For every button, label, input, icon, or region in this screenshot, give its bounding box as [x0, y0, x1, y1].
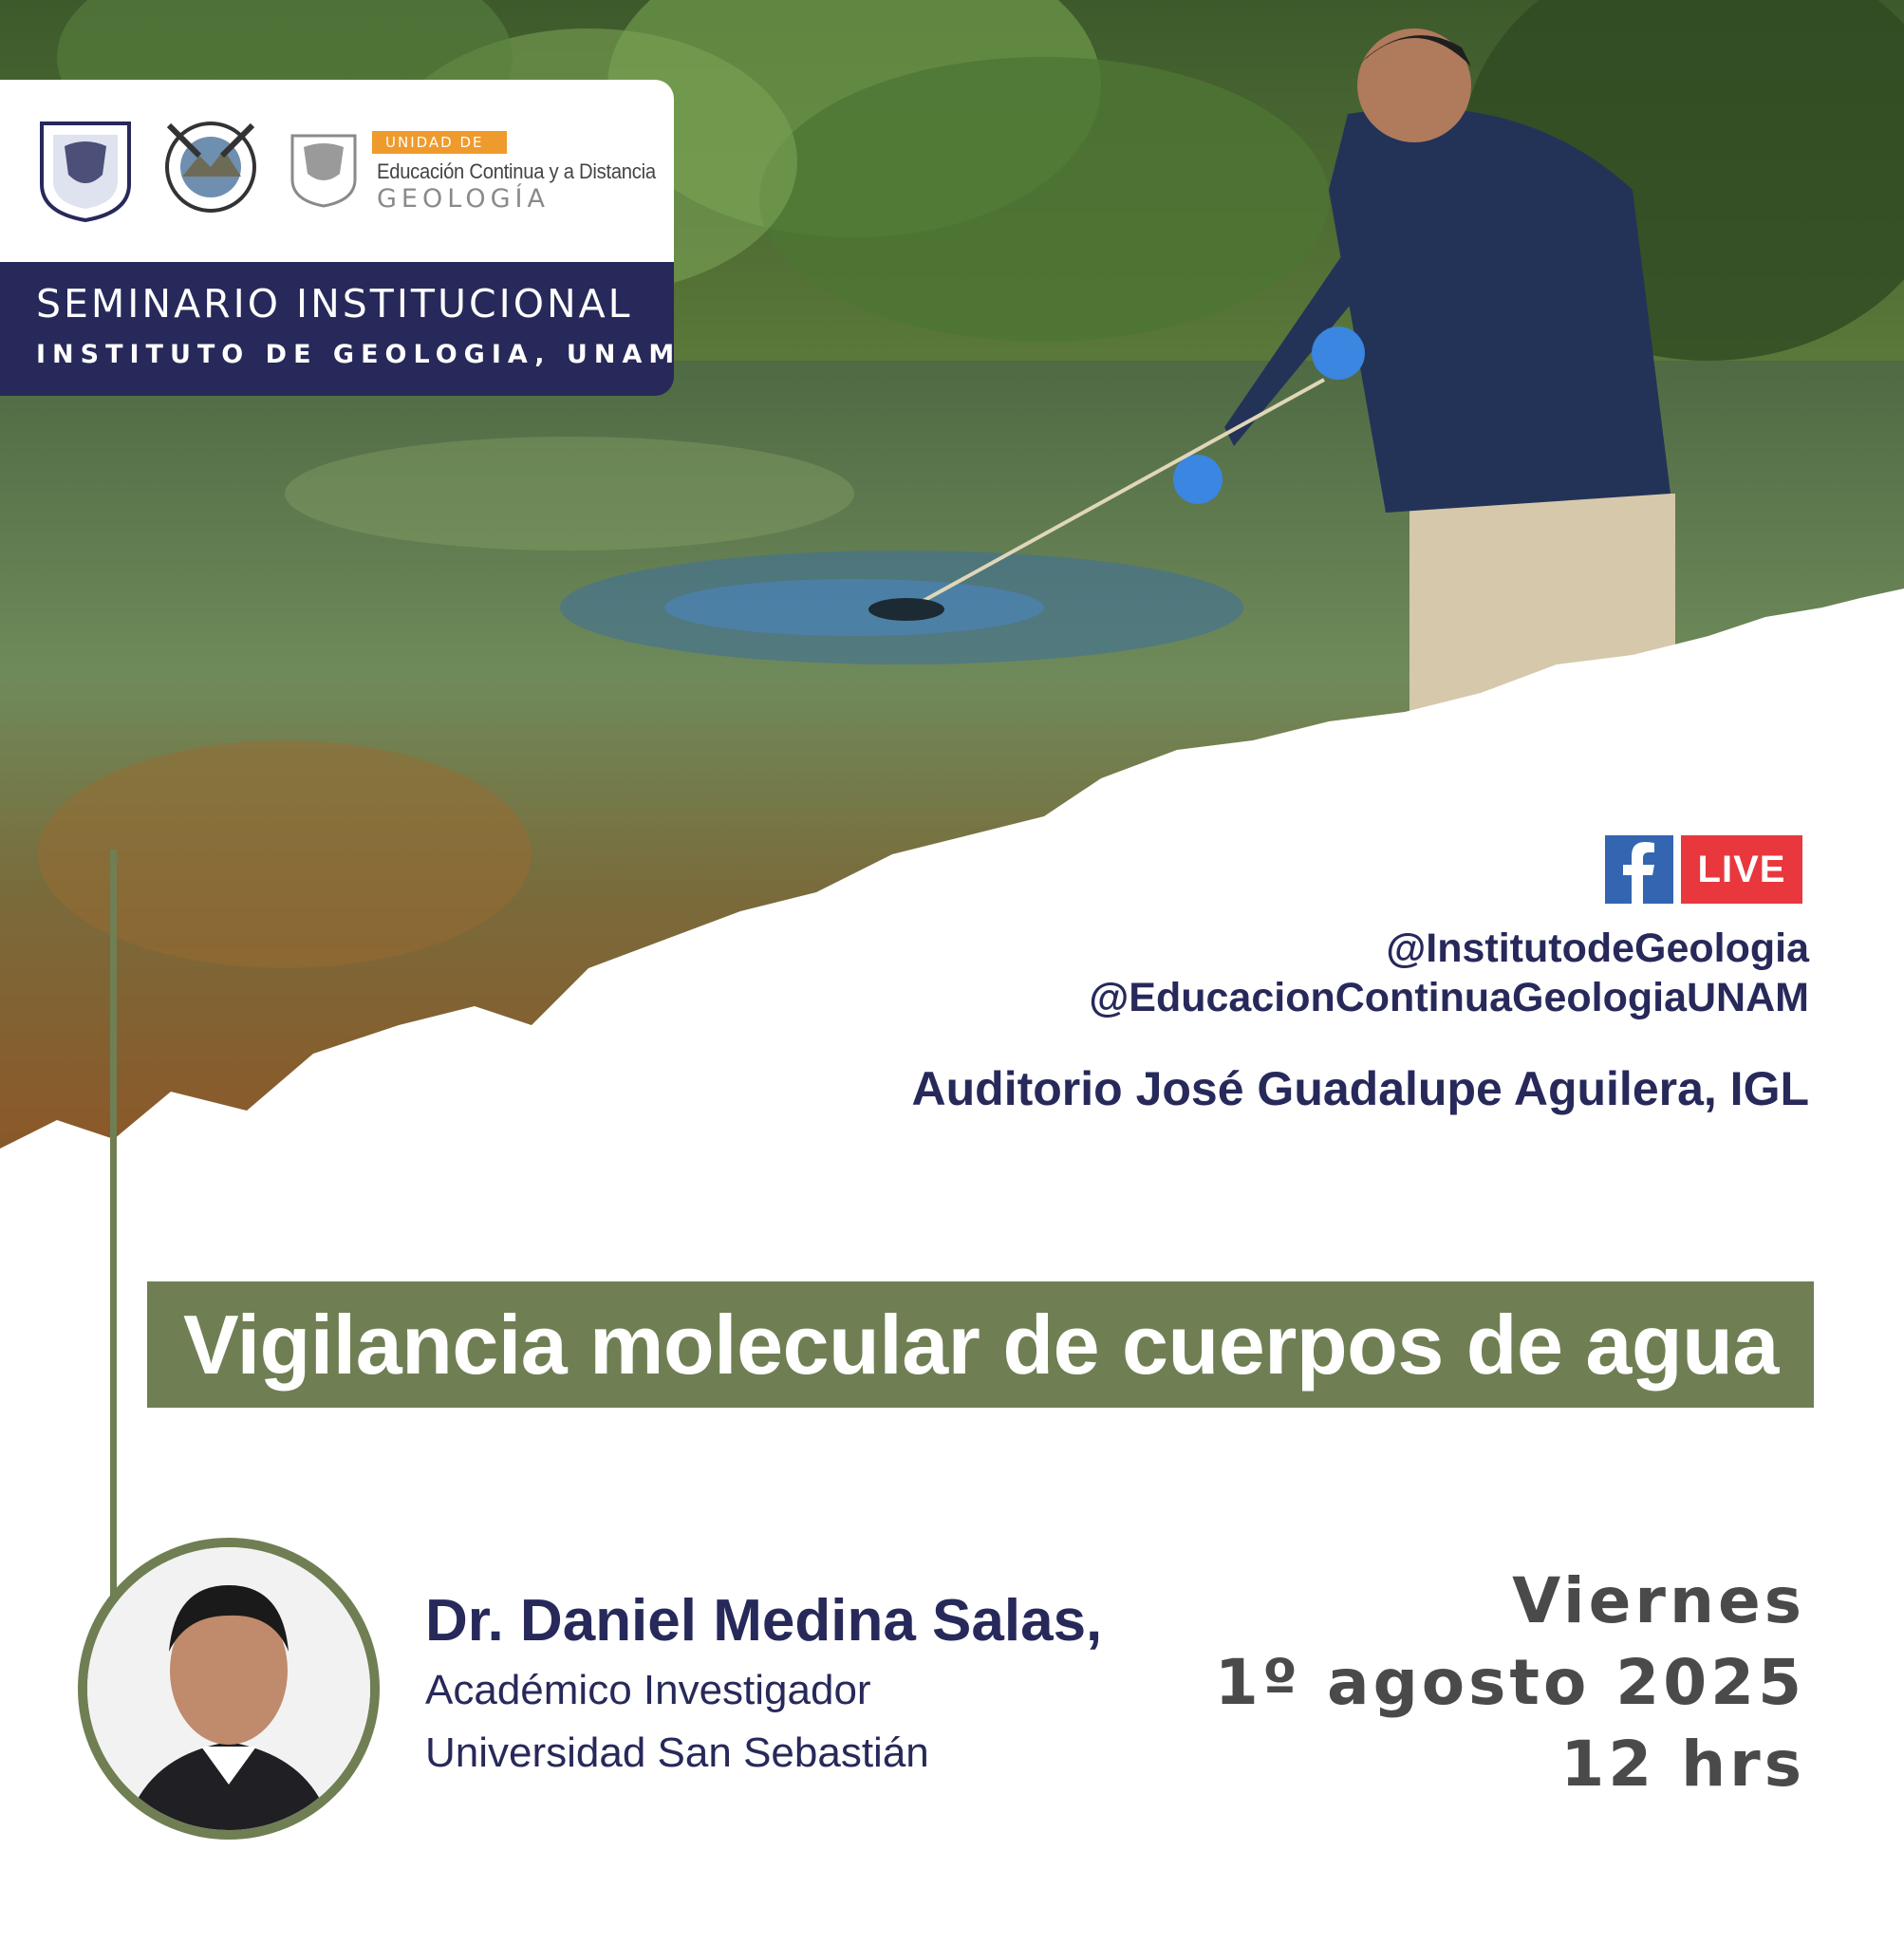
facebook-handle-education: @EducacionContinuaGeologiaUNAM [1089, 975, 1809, 1020]
speaker-photo [87, 1547, 370, 1830]
speaker-institution: Universidad San Sebastián [425, 1729, 929, 1776]
talk-title: Vigilancia molecular de cuerpos de agua [183, 1298, 1779, 1392]
accent-vertical-line [110, 850, 117, 1599]
venue-label: Auditorio José Guadalupe Aguilera, IGL [911, 1062, 1809, 1115]
talk-title-bar [147, 1281, 1814, 1408]
geologia-label: GEOLOGÍA [377, 184, 550, 214]
event-time: 12 hrs [1560, 1728, 1805, 1801]
logo-panel [0, 80, 674, 262]
event-day: Viernes [1512, 1564, 1805, 1637]
live-label: LIVE [1681, 835, 1802, 904]
seminar-title: SEMINARIO INSTITUCIONAL [36, 281, 633, 327]
geology-institute-seal-icon [161, 118, 260, 216]
event-date: 1º agosto 2025 [1214, 1646, 1805, 1719]
seminar-banner [0, 262, 681, 396]
facebook-handle-institute: @InstitutodeGeologia [1386, 925, 1809, 971]
speaker-avatar [78, 1538, 380, 1840]
speaker-name: Dr. Daniel Medina Salas, [425, 1588, 1103, 1654]
seminar-subtitle: INSTITUTO DE GEOLOGIA, UNAM [36, 340, 681, 369]
unidad-badge: UNIDAD DE [372, 131, 507, 154]
unam-crest-small-icon [289, 132, 359, 210]
speaker-role: Académico Investigador [425, 1667, 871, 1713]
unam-crest-icon [36, 118, 135, 224]
education-unit-label: Educación Continua y a Distancia [377, 159, 656, 183]
facebook-icon [1605, 835, 1673, 904]
